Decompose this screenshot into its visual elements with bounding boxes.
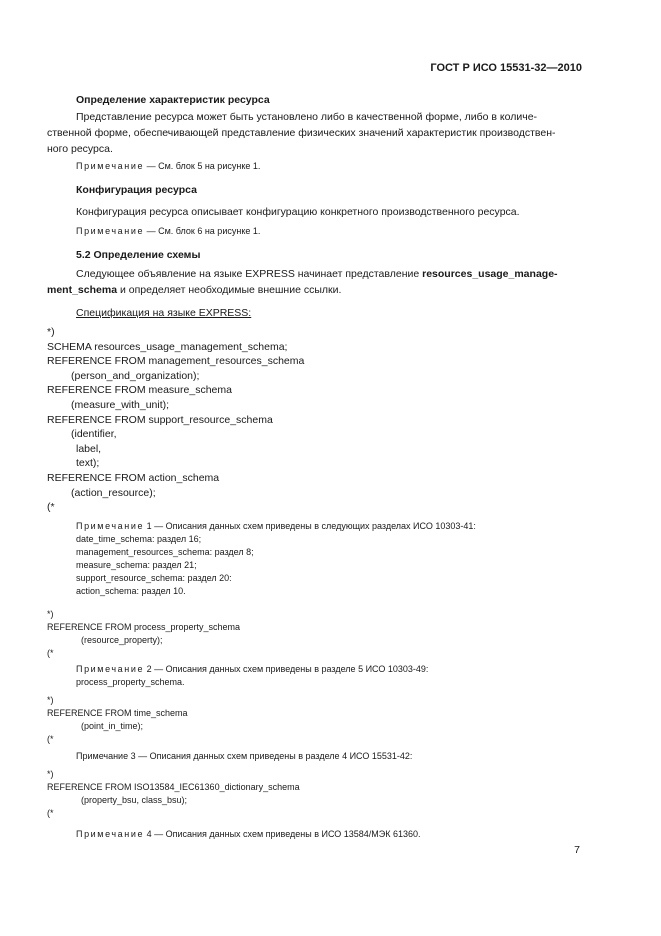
note-label: Примечание <box>76 161 145 171</box>
section-heading-resource-configuration: Конфигурация ресурса <box>76 184 197 196</box>
code-line: (property_bsu, class_bsu); <box>81 795 188 805</box>
paragraph-line: ного ресурса. <box>47 143 113 155</box>
schema-name-bold: ment_schema <box>47 284 118 296</box>
note-item: action_schema: раздел 10. <box>76 586 186 596</box>
paragraph-line <box>76 266 558 282</box>
code-line: *) <box>47 326 55 338</box>
note-label: Примечание <box>76 664 145 674</box>
code-line: *) <box>47 609 54 619</box>
note-label: Примечание <box>76 226 145 236</box>
code-line: (* <box>47 808 54 818</box>
code-line: REFERENCE FROM action_schema <box>47 471 220 484</box>
code-line: REFERENCE FROM ISO13584_IEC61360_dictionary_schema <box>47 782 300 792</box>
code-line: (* <box>47 501 55 514</box>
note <box>76 161 260 171</box>
express-code-block <box>47 325 304 515</box>
code-line: (resource_property); <box>81 635 163 645</box>
note-item: process_property_schema. <box>76 677 185 687</box>
express-code-block <box>47 694 188 746</box>
paragraph-line: Конфигурация ресурса описывает конфигурацию конкретного производственного ресурса. <box>76 206 520 218</box>
paragraph-text: Следующее объявление на языке EXPRESS начинает представление <box>76 268 423 280</box>
note-3: Примечание 3 — Описания данных схем приведены в разделе 4 ИСО 15531-42: <box>76 751 413 761</box>
code-line: (measure_with_unit); <box>71 398 170 411</box>
express-code-block <box>47 768 300 820</box>
document-id-header: ГОСТ Р ИСО 15531-32—2010 <box>430 62 582 74</box>
express-spec-label: Спецификация на языке EXPRESS: <box>76 307 252 319</box>
paragraph-line: Представление ресурса может быть установлено либо в качественной форме, либо в количе- <box>76 111 538 123</box>
code-line: REFERENCE FROM time_schema <box>47 708 188 718</box>
section-heading-schema-definition: 5.2 Определение схемы <box>76 249 201 261</box>
code-line: (* <box>47 734 54 744</box>
code-line: (* <box>47 648 54 658</box>
code-line: REFERENCE FROM process_property_schema <box>47 622 241 632</box>
note-text: 4 — Описания данных схем приведены в ИСО 13584/МЭК 61360. <box>144 829 421 839</box>
paragraph-line: ственной форме, обеспечивающей представление физических значений характеристик производствен- <box>47 127 556 139</box>
code-line: (action_resource); <box>71 486 156 499</box>
note-text: — См. блок 6 на рисунке 1. <box>144 226 261 236</box>
express-code-block <box>47 608 240 660</box>
note-text: 1 — Описания данных схем приведены в следующих разделах ИСО 10303-41: <box>144 521 476 531</box>
note-item: support_resource_schema: раздел 20: <box>76 573 232 583</box>
schema-name-bold: resources_usage_manage- <box>422 268 558 280</box>
paragraph-text: и определяет необходимые внешние ссылки. <box>117 284 342 296</box>
note-label: Примечание <box>76 829 145 839</box>
code-line: *) <box>47 769 54 779</box>
note-item: management_resources_schema: раздел 8; <box>76 547 254 557</box>
note-text: 2 — Описания данных схем приведены в разделе 5 ИСО 10303-49: <box>144 664 429 674</box>
section-heading-resource-characteristics: Определение характеристик ресурса <box>76 94 270 106</box>
code-line: (point_in_time); <box>81 721 144 731</box>
code-line: REFERENCE FROM support_resource_schema <box>47 413 273 426</box>
code-line: (identifier, <box>71 428 117 441</box>
code-line: label, <box>76 442 102 455</box>
note-item: date_time_schema: раздел 16; <box>76 534 202 544</box>
page-number: 7 <box>574 844 580 856</box>
code-line: text); <box>76 457 100 470</box>
code-line: REFERENCE FROM management_resources_schema <box>47 355 305 368</box>
note-4 <box>76 828 421 841</box>
code-line: *) <box>47 695 54 705</box>
note <box>76 226 260 236</box>
note-1 <box>76 520 476 598</box>
note-item: measure_schema: раздел 21; <box>76 560 197 570</box>
paragraph-line <box>47 282 341 298</box>
code-line: REFERENCE FROM measure_schema <box>47 384 232 397</box>
note-2 <box>76 663 428 689</box>
code-line: SCHEMA resources_usage_management_schema; <box>47 340 288 353</box>
code-line: (person_and_organization); <box>71 369 200 382</box>
note-label: Примечание <box>76 521 145 531</box>
note-text: — См. блок 5 на рисунке 1. <box>144 161 261 171</box>
